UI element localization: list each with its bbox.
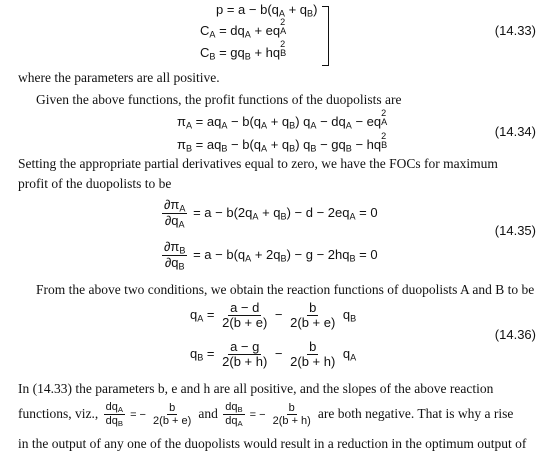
equation-demand: $p = a - b(q_A + q_B)$: [216, 2, 318, 19]
slope-a: $\frac{dq_A}{dq_B}$ = − $\frac{b}{2(b + e)}$: [105, 401, 192, 429]
equation-cost-b: $C_B = gq_B$ + hq 2 B: [200, 39, 287, 62]
text-line-8: in the output of any one of the duopolists would result in a reduction in the optimum output of: [18, 436, 527, 451]
text-line-7: [18, 401, 513, 429]
equation-foc-a: $\frac{\partial\pi_A}{\partial q_A}$ = $a - b(2q_A + q_B) - d - 2eq_A = 0$: [164, 197, 378, 230]
text-line-2: Given the above functions, the profit functions of the duopolists are: [36, 92, 402, 107]
equation-number-1434: (14.34): [494, 124, 536, 139]
equation-reaction-a: $q_A$ = $\frac{a - d}{2(b + e)}$ − $\frac{b}{2(b + e)}$ $q_B$: [190, 300, 357, 331]
text-line-5: From the above two conditions, we obtain the reaction functions of duopolists A and B to be: [36, 282, 535, 297]
equation-number-1435: (14.35): [494, 223, 536, 238]
text-line-4: profit of the duopolists to be: [18, 176, 172, 191]
text-line-3: Setting the appropriate partial derivatives equal to zero, we have the FOCs for maximum: [18, 156, 498, 171]
text-line-7-and: and: [198, 405, 218, 421]
equation-profit-b: $\pi_B = aq_B - b(q_A + q_B) q_B - gq_B$ − hq 2 B: [177, 131, 388, 154]
text-line-1: where the parameters are all positive.: [18, 70, 220, 85]
slope-b: $\frac{dq_B}{dq_A}$ = − $\frac{b}{2(b + h)}$: [225, 401, 311, 429]
equation-cost-a: $C_A = dq_A$ + eq 2 A: [200, 17, 287, 40]
equation-number-1433: (14.33): [494, 23, 536, 38]
equation-number-1436: (14.36): [494, 327, 536, 342]
text-line-7-start: functions, viz.,: [18, 405, 99, 421]
text-line-7-end: are both negative. That is why a rise: [317, 405, 514, 421]
equation-profit-a: $\pi_A = aq_A - b(q_A + q_B) q_A - dq_A$ − eq 2 A: [177, 108, 388, 131]
text-line-6: In (14.33) the parameters b, e and h are all positive, and the slopes of the above reaction: [18, 381, 494, 396]
equation-foc-b: $\frac{\partial\pi_B}{\partial q_B}$ = $a - b(q_A + 2q_B) - g - 2hq_B = 0$: [164, 239, 378, 272]
equation-reaction-b: $q_B$ = $\frac{a - g}{2(b + h)}$ − $\frac{b}{2(b + h)}$ $q_A$: [190, 339, 357, 370]
equation-bracket: [322, 6, 329, 66]
